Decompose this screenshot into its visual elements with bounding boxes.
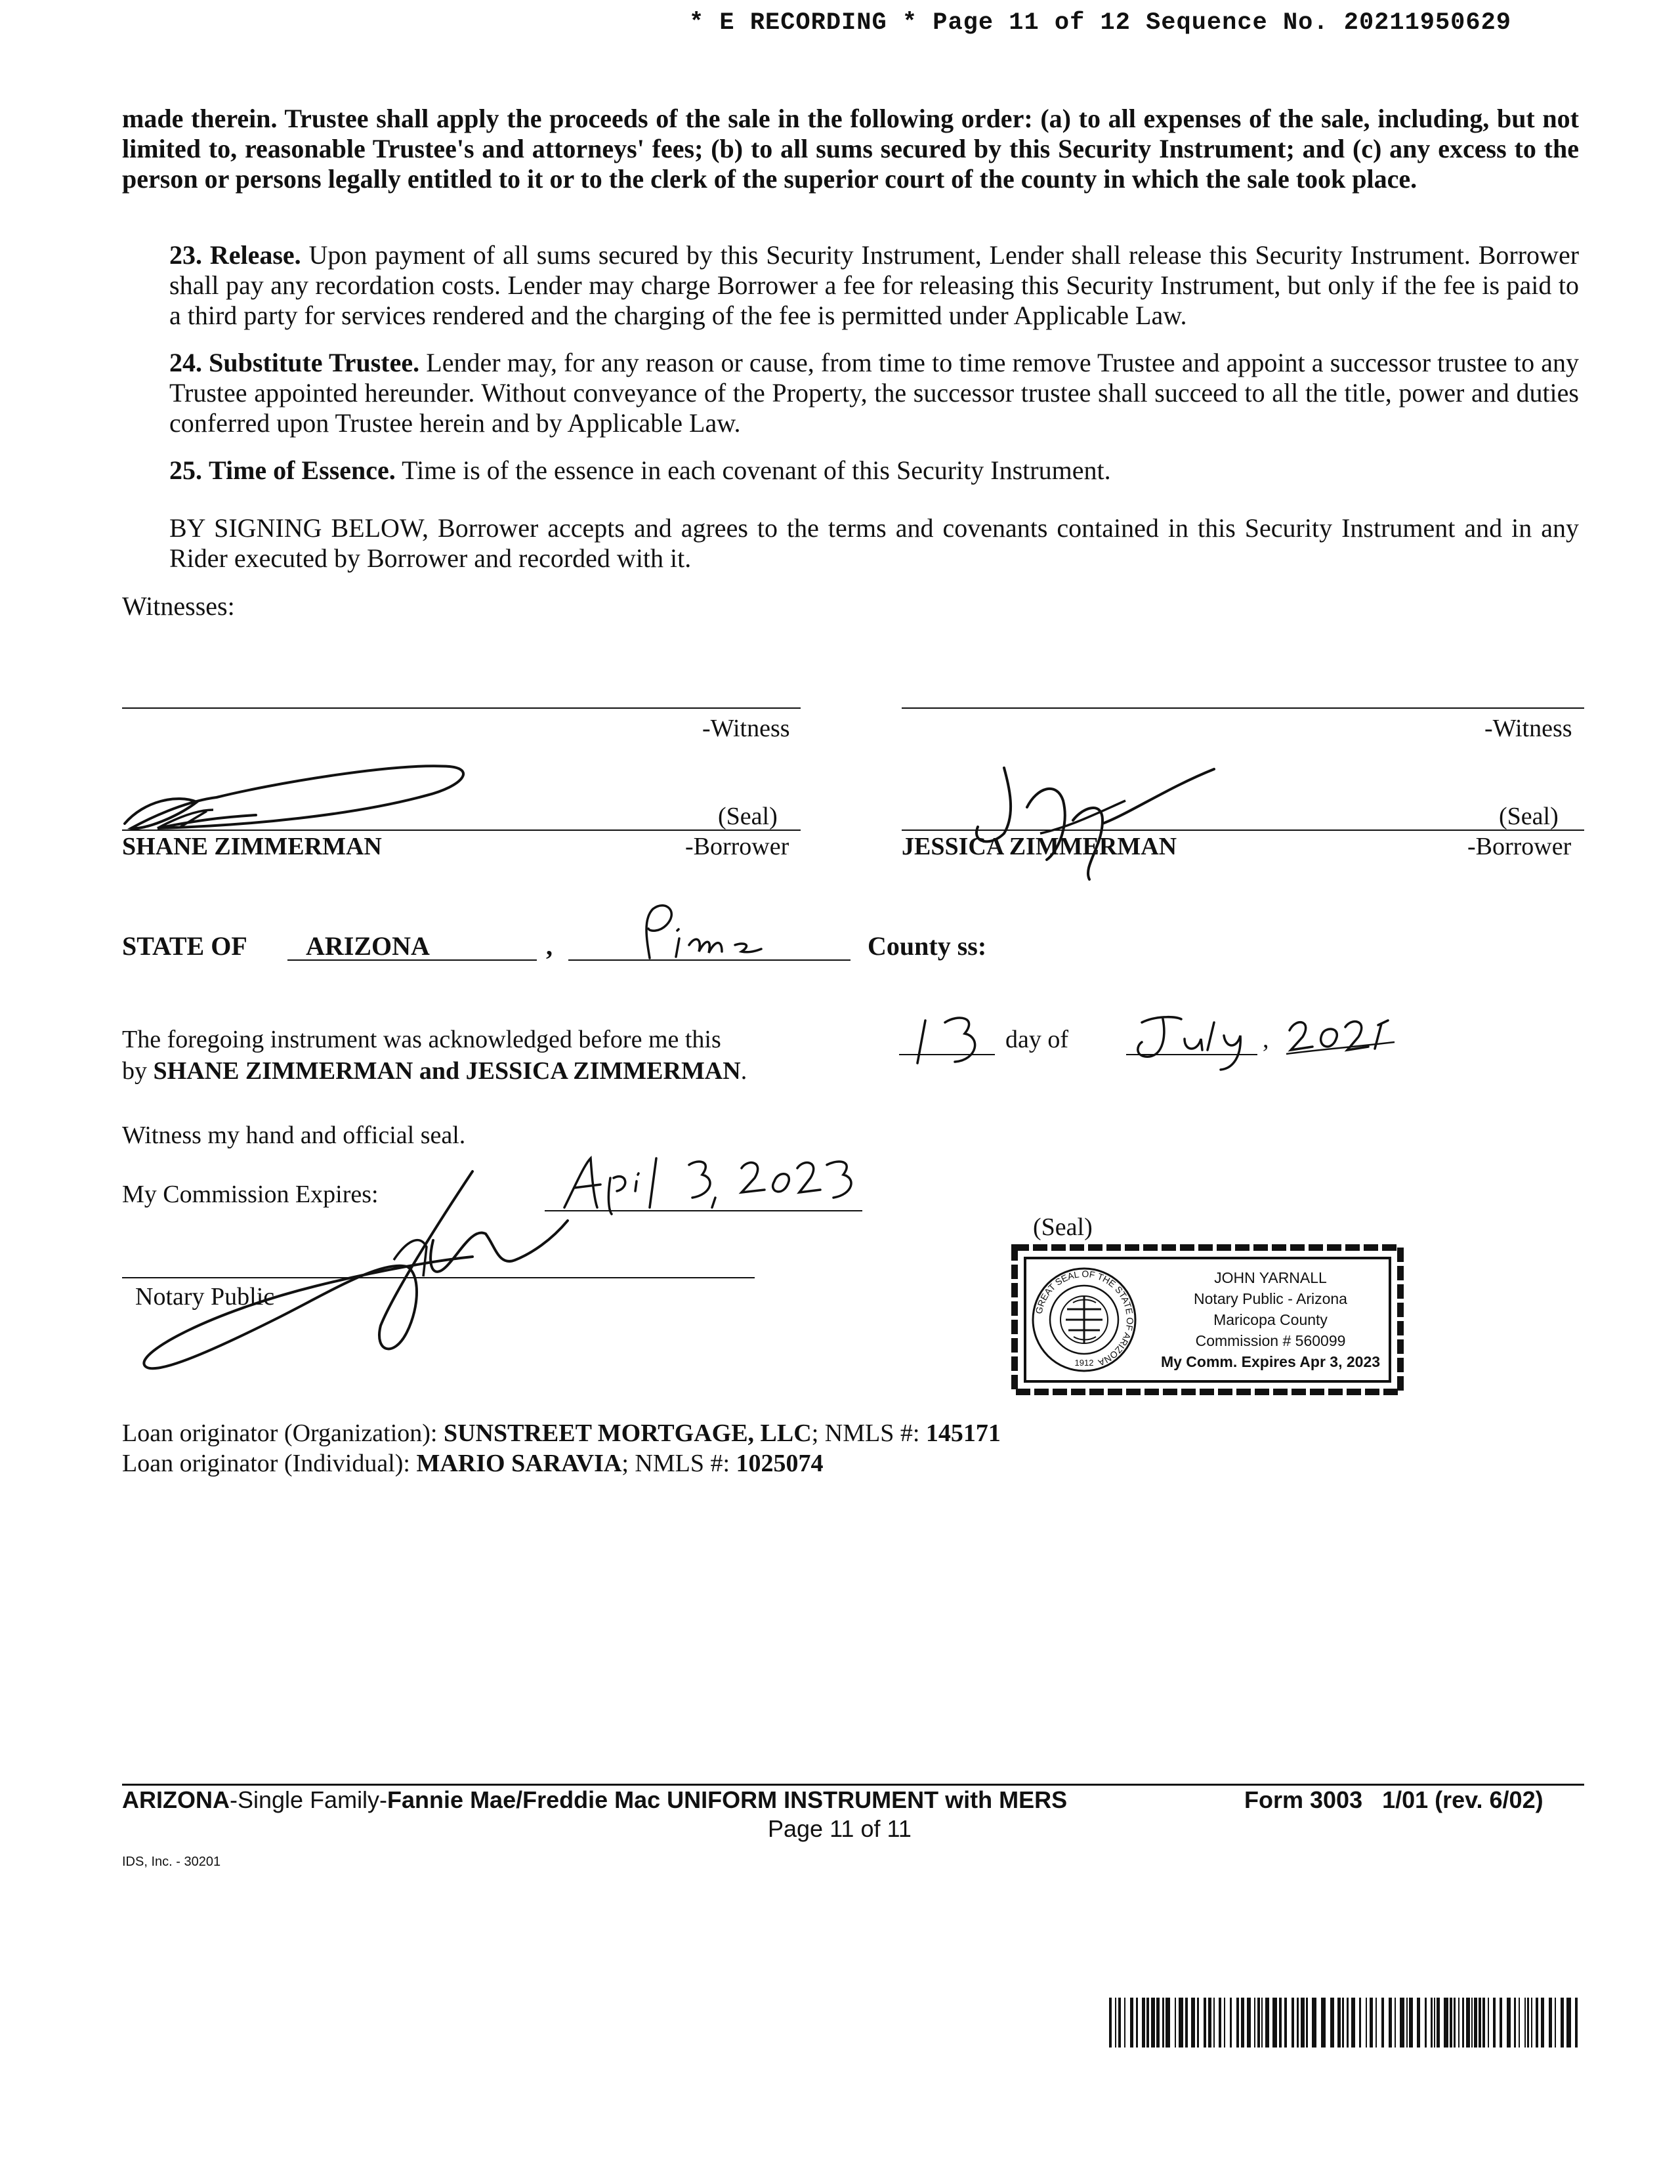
barcode-bar: [1179, 1998, 1183, 2048]
barcode-bar: [1166, 1998, 1170, 2048]
barcode-bar: [1458, 1998, 1460, 2048]
barcode-bar: [1431, 1998, 1433, 2048]
year-handwriting: [1283, 1011, 1401, 1063]
barcode-bar: [1400, 1998, 1404, 2048]
commission-line: [545, 1210, 862, 1211]
footer-desc-1: -Single Family-: [230, 1786, 388, 1813]
ind-nmls: 1025074: [736, 1450, 824, 1477]
barcode-bar: [1531, 1998, 1532, 2048]
svg-text:GREAT SEAL OF THE STATE OF ARI: [1034, 1269, 1136, 1368]
witness-label-right: -Witness: [1484, 715, 1572, 742]
barcode-bar: [1437, 1998, 1440, 2048]
barcode-bar: [1130, 1998, 1133, 2048]
section-24: [122, 348, 1579, 438]
barcode-bar: [1417, 1998, 1420, 2048]
barcode-bar: [1204, 1998, 1206, 2048]
borrower-label-left: -Borrower: [685, 833, 789, 860]
org-name: SUNSTREET MORTGAGE, LLC: [443, 1419, 812, 1447]
footer-state: ARIZONA: [122, 1786, 230, 1813]
barcode-bar: [1342, 1998, 1344, 2048]
barcode-bar: [1555, 1998, 1556, 2048]
county-handwriting: [630, 899, 781, 965]
barcode-bar: [1434, 1998, 1435, 2048]
day-line: [899, 1054, 995, 1055]
document-barcode: [1109, 1998, 1582, 2048]
barcode-bar: [1395, 1998, 1396, 2048]
witness-label-left: -Witness: [702, 715, 790, 742]
commission-date-handwriting: [551, 1152, 860, 1217]
signature-jessica: [906, 761, 1247, 892]
barcode-bar: [1471, 1998, 1473, 2048]
barcode-bar: [1381, 1998, 1384, 2048]
barcode-bar: [1109, 1998, 1112, 2048]
barcode-bar: [1115, 1998, 1116, 2048]
notary-public-label: Notary Public: [135, 1283, 275, 1311]
barcode-bar: [1284, 1998, 1287, 2048]
barcode-bar: [1409, 1998, 1413, 2048]
recording-header: * E RECORDING * Page 11 of 12 Sequence No. 20211950629: [689, 9, 1511, 37]
barcode-bar: [1527, 1998, 1529, 2048]
barcode-bar: [1261, 1998, 1263, 2048]
barcode-bar: [1185, 1998, 1188, 2048]
barcode-bar: [1219, 1998, 1221, 2048]
barcode-bar: [1146, 1998, 1149, 2048]
barcode-bar: [1347, 1998, 1349, 2048]
barcode-bar: [1279, 1998, 1282, 2048]
seal-label-right: (Seal): [1499, 803, 1559, 830]
barcode-bar: [1566, 1998, 1571, 2048]
commission-expires-label: My Commission Expires:: [122, 1181, 379, 1208]
witness-hand-statement: Witness my hand and official seal.: [122, 1122, 466, 1149]
barcode-bar: [1425, 1998, 1427, 2048]
barcode-bar: [1321, 1998, 1326, 2048]
barcode-bar: [1488, 1998, 1489, 2048]
barcode-bar: [1292, 1998, 1294, 2048]
barcode-bar: [1376, 1998, 1377, 2048]
barcode-bar: [1330, 1998, 1334, 2048]
barcode-bar: [1541, 1998, 1544, 2048]
barcode-bar: [1444, 1998, 1448, 2048]
barcode-bar: [1524, 1998, 1526, 2048]
section-25-title: Time of Essence.: [209, 455, 396, 485]
org-nmls-label: ; NMLS #:: [811, 1419, 920, 1447]
by-label: by: [122, 1057, 147, 1085]
ind-label: Loan originator (Individual):: [122, 1450, 410, 1477]
barcode-bar: [1230, 1998, 1232, 2048]
borrower-line-right: [902, 830, 1584, 831]
barcode-bar: [1306, 1998, 1308, 2048]
org-nmls: 145171: [925, 1419, 1001, 1447]
ind-name: MARIO SARAVIA: [416, 1450, 622, 1477]
barcode-bar: [1454, 1998, 1456, 2048]
barcode-bar: [1265, 1998, 1269, 2048]
barcode-bar: [1124, 1998, 1125, 2048]
barcode-bar: [1474, 1998, 1477, 2048]
barcode-bar: [1197, 1998, 1199, 2048]
barcode-bar: [1151, 1998, 1155, 2048]
barcode-bar: [1351, 1998, 1355, 2048]
parties-period: .: [740, 1057, 747, 1085]
month-line: [1126, 1054, 1257, 1055]
day-handwriting: [906, 1011, 998, 1070]
county-line: [568, 959, 850, 961]
barcode-bar: [1549, 1998, 1552, 2048]
barcode-bar: [1175, 1998, 1176, 2048]
barcode-bar: [1406, 1998, 1408, 2048]
footer-page: Page 11 of 11: [768, 1815, 912, 1842]
borrower-name-shane: SHANE ZIMMERMAN: [122, 833, 382, 860]
footer-vendor: IDS, Inc. - 30201: [122, 1855, 221, 1869]
section-23-number: 23.: [169, 240, 202, 270]
footer-desc-2: Fannie Mae/Freddie Mac UNIFORM INSTRUMENT with MERS: [387, 1786, 1068, 1813]
stamp-expires: My Comm. Expires Apr 3, 2023: [1160, 1353, 1381, 1370]
section-24-title: Substitute Trustee.: [209, 348, 420, 377]
barcode-bar: [1241, 1998, 1244, 2048]
barcode-bar: [1519, 1998, 1520, 2048]
notary-line: [122, 1277, 755, 1278]
barcode-bar: [1366, 1998, 1367, 2048]
loan-originator-individual: [122, 1449, 824, 1478]
witnesses-label: Witnesses:: [122, 591, 235, 621]
barcode-bar: [1479, 1998, 1481, 2048]
barcode-bar: [1359, 1998, 1361, 2048]
barcode-bar: [1450, 1998, 1452, 2048]
date-comma: ,: [1263, 1026, 1269, 1053]
day-of-label: day of: [1005, 1026, 1069, 1053]
barcode-bar: [1136, 1998, 1138, 2048]
county-label: County ss:: [868, 931, 987, 961]
seal-year: 1912: [1074, 1358, 1094, 1368]
barcode-bar: [1208, 1998, 1211, 2048]
barcode-bar: [1575, 1998, 1578, 2048]
stamp-commission: Commission # 560099: [1195, 1332, 1346, 1349]
notary-stamp-text-layer: [1011, 1244, 1404, 1396]
witness-line-right: [902, 707, 1584, 709]
ind-nmls-label: ; NMLS #:: [621, 1450, 730, 1477]
acknowledgment-statement: The foregoing instrument was acknowledged before me this: [122, 1026, 721, 1053]
borrower-name-jessica: JESSICA ZIMMERMAN: [902, 833, 1177, 860]
barcode-bar: [1561, 1998, 1564, 2048]
footer-rule: [122, 1784, 1584, 1786]
barcode-bar: [1301, 1998, 1305, 2048]
barcode-bar: [1162, 1998, 1164, 2048]
state-value: ARIZONA: [306, 931, 430, 961]
state-label: STATE OF: [122, 931, 247, 961]
signing-statement-text: BY SIGNING BELOW, Borrower accepts and agrees to the terms and covenants contained in this Security Instrument and in any Rider executed by Borrower and recorded with it.: [169, 513, 1579, 573]
section-24-text: Lender may, for any reason or cause, from time to time remove Trustee and appoint a successor trustee to any Trustee appointed hereunder. Without conveyance of the Property, the successor trustee shall succeed to all the title, power and duties conferred upon Trustee herein and by Applicable Law.: [169, 348, 1580, 438]
barcode-bar: [1312, 1998, 1316, 2048]
barcode-bar: [1118, 1998, 1121, 2048]
barcode-bar: [1462, 1998, 1464, 2048]
state-comma: ,: [546, 931, 553, 961]
barcode-bar: [1337, 1998, 1341, 2048]
barcode-bar: [1493, 1998, 1496, 2048]
footer-form-title: [122, 1786, 1067, 1814]
signature-shane: [118, 755, 472, 840]
continuation-paragraph: [122, 104, 1579, 194]
barcode-bar: [1156, 1998, 1160, 2048]
barcode-bar: [1514, 1998, 1516, 2048]
loan-originator-org: [122, 1419, 1001, 1448]
section-23-text: Upon payment of all sums secured by this Security Instrument, Lender shall release this Security Instrument. Borrower shall pay any recordation costs. Lender may charge Borrower a fee for releasing this Security Instrument, but only if the fee is paid to a third party for services rendered and the charging of the fee is permitted under Applicable Law.: [169, 240, 1580, 330]
section-24-number: 24.: [169, 348, 202, 377]
seal-ring-text: GREAT SEAL OF THE STATE OF ARIZONA: [1033, 1268, 1136, 1368]
borrower-line-left: [122, 830, 801, 831]
acknowledgment-parties: SHANE ZIMMERMAN and JESSICA ZIMMERMAN: [153, 1057, 741, 1085]
barcode-bar: [1191, 1998, 1195, 2048]
barcode-bar: [1213, 1998, 1215, 2048]
month-handwriting: [1116, 1009, 1267, 1075]
barcode-bar: [1236, 1998, 1239, 2048]
barcode-bar: [1466, 1998, 1470, 2048]
notary-stamp: [1011, 1244, 1404, 1396]
barcode-bar: [1272, 1998, 1277, 2048]
stamp-seal-label: (Seal): [1033, 1213, 1093, 1241]
barcode-bar: [1257, 1998, 1260, 2048]
section-25-number: 25.: [169, 455, 202, 485]
barcode-bar: [1507, 1998, 1511, 2048]
stamp-county: Maricopa County: [1213, 1311, 1328, 1328]
barcode-bar: [1536, 1998, 1538, 2048]
seal-label-left: (Seal): [718, 803, 778, 830]
section-23: [122, 240, 1579, 331]
stamp-title: Notary Public - Arizona: [1194, 1290, 1347, 1307]
barcode-bar: [1389, 1998, 1392, 2048]
barcode-bar: [1254, 1998, 1255, 2048]
barcode-bar: [1370, 1998, 1373, 2048]
continuation-text: made therein. Trustee shall apply the proceeds of the sale in the following order: (a) to all expenses of the sale, including, but not limited to, reasonable Trustee's and attorneys' fees; (b) to all sums secured by this Security Instrument; and (c) any excess to the person or persons legally entitled to it or to the clerk of the superior court of the county in which the sale took place.: [122, 104, 1579, 194]
witness-line-left: [122, 707, 801, 709]
barcode-bar: [1297, 1998, 1299, 2048]
barcode-bar: [1500, 1998, 1502, 2048]
org-label: Loan originator (Organization):: [122, 1419, 438, 1447]
barcode-bar: [1224, 1998, 1225, 2048]
barcode-bar: [1247, 1998, 1251, 2048]
stamp-name: JOHN YARNALL: [1214, 1269, 1327, 1286]
borrower-label-right: -Borrower: [1467, 833, 1572, 860]
section-23-title: Release.: [209, 240, 301, 270]
footer-form-number: Form 3003 1/01 (rev. 6/02): [1244, 1786, 1544, 1813]
barcode-bar: [1482, 1998, 1485, 2048]
barcode-bar: [1142, 1998, 1145, 2048]
section-25-text: Time is of the essence in each covenant of this Security Instrument.: [402, 455, 1111, 485]
signing-statement: [122, 513, 1579, 574]
acknowledgment-parties-line: [122, 1057, 747, 1085]
section-25: [122, 455, 1579, 486]
